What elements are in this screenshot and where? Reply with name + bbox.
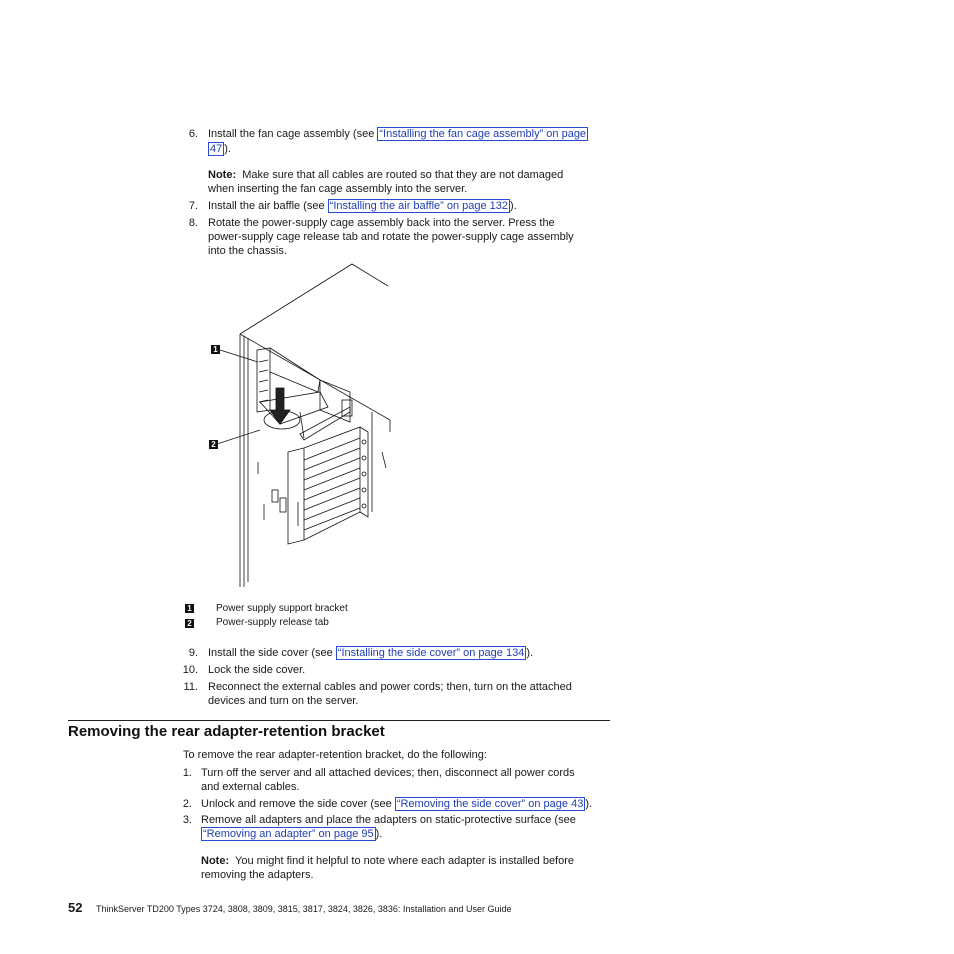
legend-text-2: Power-supply release tab xyxy=(216,617,329,628)
section-note xyxy=(201,854,621,868)
section-note-text-line1: You might find it helpful to note where each adapter is installed before xyxy=(235,855,575,867)
link-removing-adapter[interactable]: “Removing an adapter” on page 95 xyxy=(203,828,374,840)
step-10-number: 10. xyxy=(182,664,198,676)
section-step-3-line1: Remove all adapters and place the adapters on static-protective surface (see xyxy=(201,814,576,826)
note-text-line1: Make sure that all cables are routed so that they are not damaged xyxy=(242,169,564,181)
legend-mark-2: 2 xyxy=(185,619,194,628)
step-6-text xyxy=(208,127,628,141)
link-installing-side-cover[interactable]: “Installing the side cover” on page 134 xyxy=(337,647,525,659)
section-step-1-line1: Turn off the server and all attached devices; then, disconnect all power cords xyxy=(201,767,575,779)
link-page-47[interactable]: 47 xyxy=(210,143,223,155)
section-step-2-post: ). xyxy=(585,798,593,810)
link-installing-fan-cage[interactable]: “Installing the fan cage assembly” on page xyxy=(379,128,587,140)
note-label: Note: xyxy=(208,169,237,181)
section-heading: Removing the rear adapter-retention bracket xyxy=(68,723,385,740)
step-9-number: 9. xyxy=(188,647,198,659)
step-7-number: 7. xyxy=(188,200,198,212)
legend-mark-1: 1 xyxy=(185,604,194,613)
step-9-post: ). xyxy=(526,647,534,659)
step-8-line1: Rotate the power-supply cage assembly back into the server. Press the xyxy=(208,217,555,229)
section-step-2-pre: Unlock and remove the side cover (see xyxy=(201,798,395,810)
section-intro: To remove the rear adapter-retention bracket, do the following: xyxy=(183,749,487,761)
note-fan-cage xyxy=(208,168,628,182)
section-step-3-number: 3. xyxy=(182,814,192,826)
page-number: 52 xyxy=(68,900,83,915)
server-chassis-illustration xyxy=(200,262,400,592)
figure-callout-1: 1 xyxy=(211,345,220,354)
step-11-line2: devices and turn on the server. xyxy=(208,695,359,707)
link-removing-side-cover[interactable]: “Removing the side cover” on page 43 xyxy=(396,798,584,810)
section-step-2-number: 2. xyxy=(182,798,192,810)
step-6-pre: Install the fan cage assembly (see xyxy=(208,128,378,140)
step-9-text xyxy=(208,646,533,660)
step-7-post: ). xyxy=(510,200,517,212)
legend-text-1: Power supply support bracket xyxy=(216,603,348,614)
step-9-pre: Install the side cover (see xyxy=(208,647,336,659)
section-rule xyxy=(68,720,610,721)
step-10-text: Lock the side cover. xyxy=(208,664,306,676)
figure-callout-2: 2 xyxy=(209,440,218,449)
step-6-number: 6. xyxy=(188,128,198,140)
section-step-1-number: 1. xyxy=(182,767,192,779)
link-installing-air-baffle[interactable]: “Installing the air baffle” on page 132 xyxy=(329,200,509,212)
step-8-line2: power-supply cage release tab and rotate the power-supply cage assembly xyxy=(208,231,574,243)
footer-title: ThinkServer TD200 Types 3724, 3808, 3809, 3815, 3817, 3824, 3826, 3836: Installation and User Guide xyxy=(96,904,512,914)
step-11-number: 11. xyxy=(183,681,198,693)
step-11-line1: Reconnect the external cables and power cords; then, turn on the attached xyxy=(208,681,572,693)
step-7-pre: Install the air baffle (see xyxy=(208,200,328,212)
step-8-number: 8. xyxy=(188,217,198,229)
step-8-line3: into the chassis. xyxy=(208,245,287,257)
step-7-text xyxy=(208,199,517,213)
section-note-text-line2: removing the adapters. xyxy=(201,869,314,881)
section-step-1-line2: and external cables. xyxy=(201,781,300,793)
step-6-post: ). xyxy=(224,143,231,155)
section-step-2-text xyxy=(201,797,592,811)
step-6-text-line2 xyxy=(208,142,231,156)
note-text-line2: when inserting the fan cage assembly into the server. xyxy=(208,183,468,195)
section-step-3-post: ). xyxy=(375,828,383,840)
section-step-3-line2 xyxy=(201,827,382,841)
section-note-label: Note: xyxy=(201,855,230,867)
